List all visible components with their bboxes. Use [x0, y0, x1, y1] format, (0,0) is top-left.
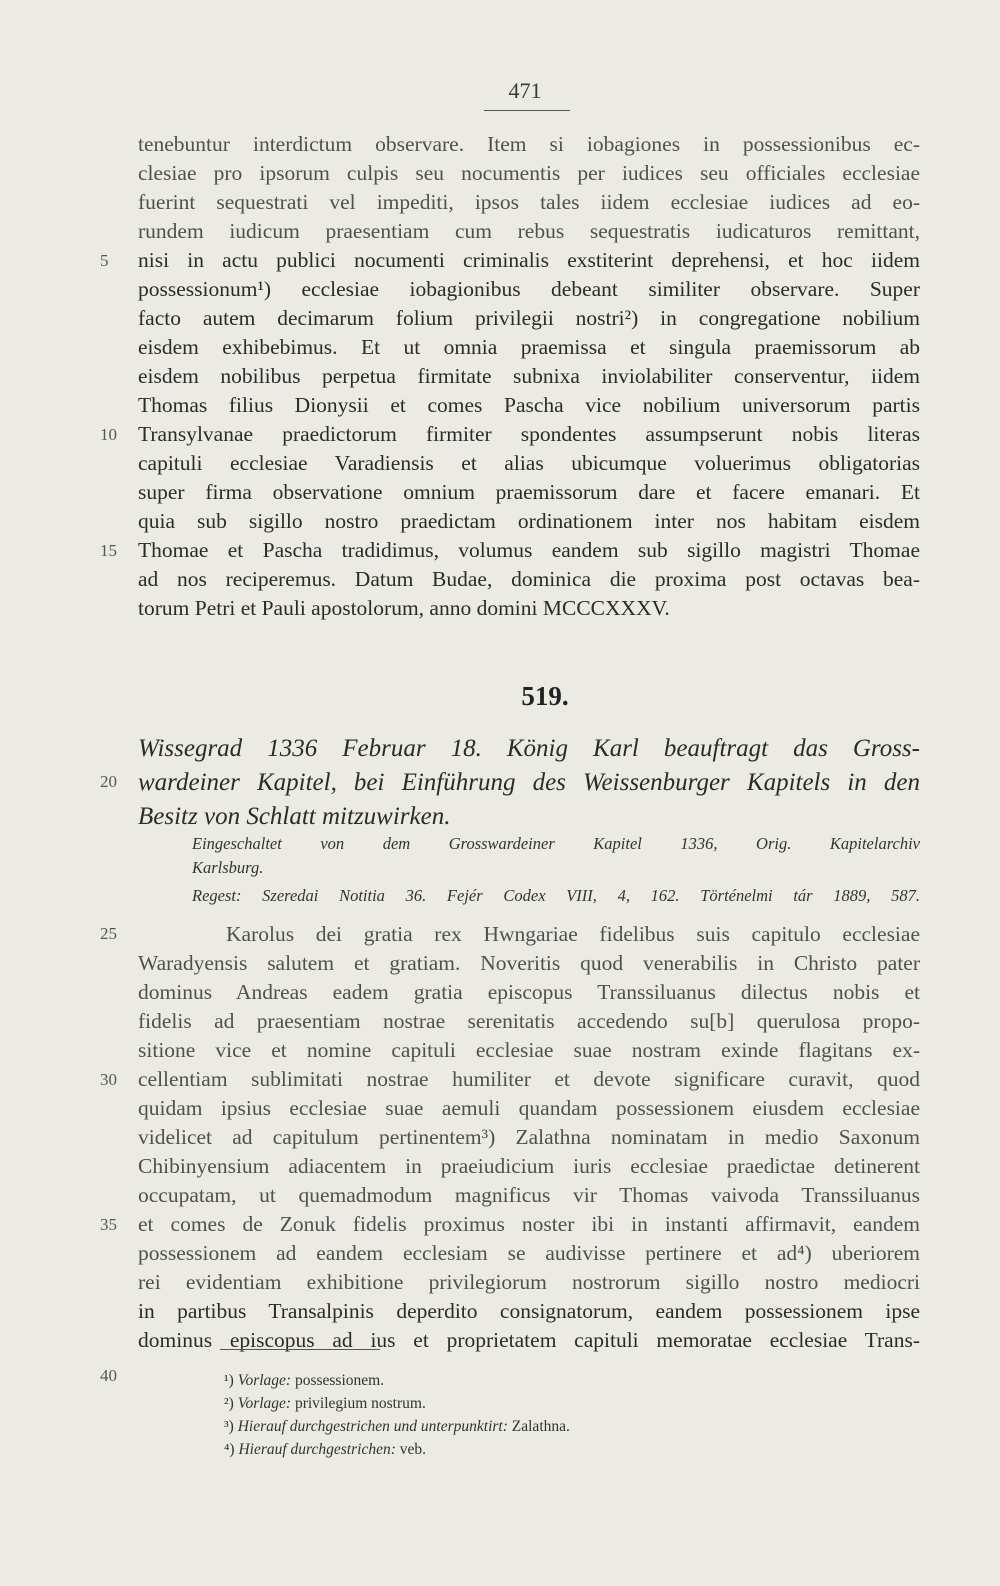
- margin-line-number: 25: [100, 924, 117, 943]
- footnote-mark: ¹): [224, 1372, 234, 1389]
- text-line: Thomas filius Dionysii et comes Pascha vice nobilium universorum partis: [138, 393, 920, 417]
- text-line: dominus Andreas eadem gratia episcopus Transsiluanus dilectus nobis et: [138, 980, 920, 1004]
- margin-line-number: 10: [100, 425, 117, 444]
- footnote: [224, 1393, 426, 1415]
- document-title-line: Wissegrad 1336 Februar 18. König Karl beauftragt das Gross-: [138, 735, 920, 762]
- text-line: quia sub sigillo nostro praedictam ordinationem inter nos habitam eisdem: [138, 509, 920, 533]
- footnote: [224, 1370, 384, 1392]
- source-line: Eingeschaltet von dem Grosswardeiner Kapitel 1336, Orig. Kapitelarchiv: [192, 834, 920, 853]
- footnote-text: possessionem.: [294, 1372, 385, 1389]
- document-number: 519.: [521, 681, 569, 711]
- document-title-line: wardeiner Kapitel, bei Einführung des Weissenburger Kapitels in den: [138, 769, 920, 796]
- text-line: capituli ecclesiae Varadiensis et alias ubicumque voluerimus obligatorias: [138, 451, 920, 475]
- source-line: Karlsburg.: [192, 858, 264, 877]
- margin-line-number: 40: [100, 1366, 117, 1385]
- footnote-label: Vorlage:: [237, 1395, 292, 1412]
- source-line: Regest: Szeredai Notitia 36. Fejér Codex VIII, 4, 162. Történelmi tár 1889, 587.: [192, 886, 920, 905]
- text-line: in partibus Transalpinis deperdito consignatorum, eandem possessionem ipse: [138, 1299, 920, 1323]
- document-title-line: Besitz von Schlatt mitzuwirken.: [138, 803, 451, 830]
- text-line: tenebuntur interdictum observare. Item si iobagiones in possessionibus ec-: [138, 132, 920, 156]
- text-line: cellentiam sublimitati nostrae humiliter et devote significare curavit, quod: [138, 1067, 920, 1091]
- footnote-mark: ³): [224, 1418, 234, 1435]
- page-number: 471: [508, 78, 542, 103]
- margin-line-number: 35: [100, 1215, 117, 1234]
- footnote-mark: ²): [224, 1395, 234, 1412]
- margin-line-number: 15: [100, 541, 117, 560]
- text-line: nisi in actu publici nocumenti criminalis exstiterint deprehensi, et hoc iidem: [138, 248, 920, 272]
- text-line: quidam ipsius ecclesiae suae aemuli quandam possessionem eiusdem ecclesiae: [138, 1096, 920, 1120]
- text-line: fidelis ad praesentiam nostrae serenitatis accedendo su[b] querulosa propo-: [138, 1009, 920, 1033]
- page-number-rule: [484, 110, 570, 111]
- text-line: super firma observatione omnium praemissorum dare et facere emanari. Et: [138, 480, 920, 504]
- text-line: sitione vice et nomine capituli ecclesiae suae nostram exinde flagitans ex-: [138, 1038, 920, 1062]
- text-line: fuerint sequestrati vel impediti, ipsos tales iidem ecclesiae iudices ad eo-: [138, 190, 920, 214]
- text-line: possessionem ad eandem ecclesiam se audivisse pertinere et ad⁴) uberiorem: [138, 1241, 920, 1265]
- footnote-text: veb.: [399, 1441, 427, 1458]
- text-line: rei evidentiam exhibitione privilegiorum nostrorum sigillo nostro mediocri: [138, 1270, 920, 1294]
- footnote-rule: [220, 1349, 380, 1350]
- text-line: eisdem exhibebimus. Et ut omnia praemissa et singula praemissorum ab: [138, 335, 920, 359]
- margin-line-number: 5: [100, 251, 109, 270]
- text-line: Karolus dei gratia rex Hwngariae fidelibus suis capitulo ecclesiae: [226, 922, 920, 946]
- text-line: Thomae et Pascha tradidimus, volumus eandem sub sigillo magistri Thomae: [138, 538, 920, 562]
- text-line: Waradyensis salutem et gratiam. Noveritis quod venerabilis in Christo pater: [138, 951, 920, 975]
- text-line: clesiae pro ipsorum culpis seu nocumentis per iudices seu officiales ecclesiae: [138, 161, 920, 185]
- text-line: torum Petri et Pauli apostolorum, anno domini MCCCXXXV.: [138, 596, 670, 620]
- text-line: eisdem nobilibus perpetua firmitate subnixa inviolabiliter conserventur, iidem: [138, 364, 920, 388]
- text-line: et comes de Zonuk fidelis proximus noster ibi in instanti affirmavit, eandem: [138, 1212, 920, 1236]
- footnote-text: Zalathna.: [511, 1418, 570, 1435]
- footnote-mark: ⁴): [224, 1441, 235, 1458]
- footnote: [224, 1439, 426, 1461]
- footnote: [224, 1416, 570, 1438]
- footnote-text: privilegium nostrum.: [294, 1395, 426, 1412]
- footnote-label: Hierauf durchgestrichen und unterpunktirt:: [237, 1418, 508, 1435]
- margin-line-number: 20: [100, 772, 117, 791]
- text-line: possessionum¹) ecclesiae iobagionibus debeant similiter observare. Super: [138, 277, 920, 301]
- text-line: ad nos reciperemus. Datum Budae, dominica die proxima post octavas bea-: [138, 567, 920, 591]
- text-line: dominus episcopus ad ius et proprietatem capituli memoratae ecclesiae Trans-: [138, 1328, 920, 1352]
- text-line: facto autem decimarum folium privilegii nostri²) in congregatione nobilium: [138, 306, 920, 330]
- footnote-label: Vorlage:: [237, 1372, 292, 1389]
- text-line: Transylvanae praedictorum firmiter spondentes assumpserunt nobis literas: [138, 422, 920, 446]
- text-line: rundem iudicum praesentiam cum rebus sequestratis iudicaturos remittant,: [138, 219, 920, 243]
- margin-line-number: 30: [100, 1070, 117, 1089]
- text-line: videlicet ad capitulum pertinentem³) Zalathna nominatam in medio Saxonum: [138, 1125, 920, 1149]
- footnote-label: Hierauf durchgestrichen:: [238, 1441, 396, 1458]
- text-line: Chibinyensium adiacentem in praeiudicium iuris ecclesiae praedictae detinerent: [138, 1154, 920, 1178]
- text-line: occupatam, ut quemadmodum magnificus vir Thomas vaivoda Transsiluanus: [138, 1183, 920, 1207]
